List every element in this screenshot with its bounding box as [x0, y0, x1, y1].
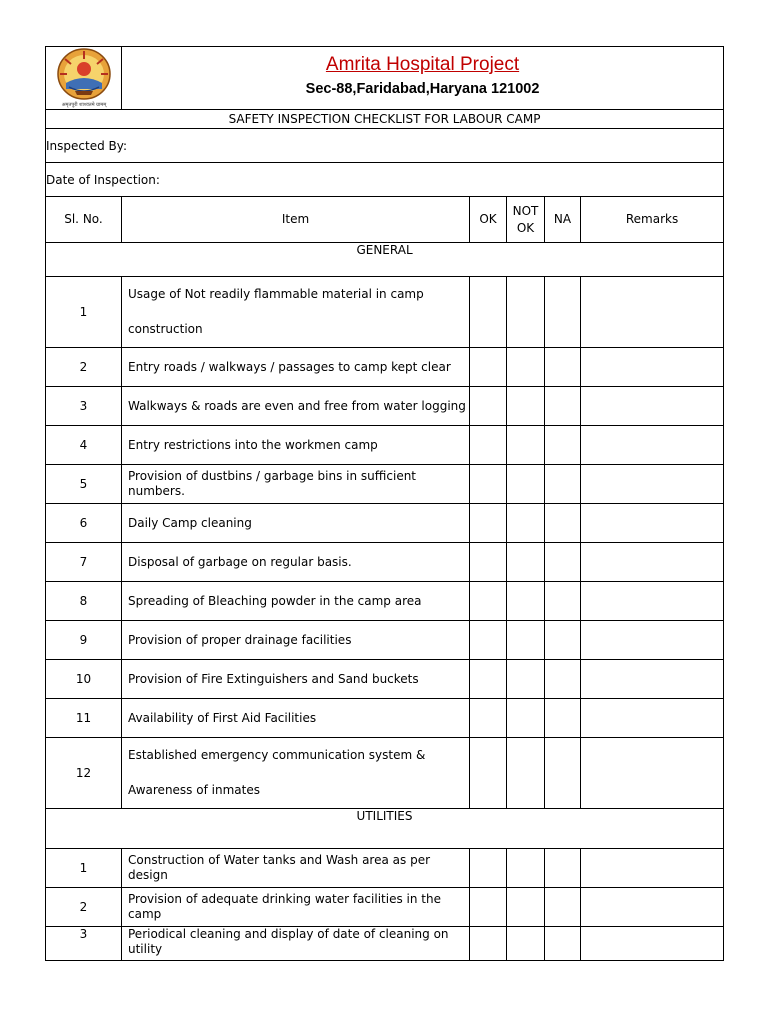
- ok-checkbox[interactable]: [470, 927, 507, 961]
- column-header-na: NA: [545, 197, 581, 243]
- na-checkbox[interactable]: [545, 348, 581, 387]
- na-checkbox[interactable]: [545, 927, 581, 961]
- item-cell: Daily Camp cleaning: [122, 504, 470, 543]
- item-cell: Disposal of garbage on regular basis.: [122, 543, 470, 582]
- table-row: [46, 387, 724, 426]
- not-ok-checkbox[interactable]: [507, 348, 545, 387]
- na-checkbox[interactable]: [545, 387, 581, 426]
- table-row: [46, 426, 724, 465]
- column-header-not-ok: [507, 197, 545, 243]
- letterhead-row: [46, 47, 724, 110]
- column-header-row: [46, 197, 724, 243]
- not-ok-checkbox[interactable]: [507, 543, 545, 582]
- remarks-field[interactable]: [581, 621, 724, 660]
- not-ok-checkbox[interactable]: [507, 387, 545, 426]
- hospital-logo: [46, 47, 121, 109]
- item-cell: [122, 738, 470, 809]
- section-utilities-row: [46, 809, 724, 849]
- remarks-field[interactable]: [581, 888, 724, 927]
- item-cell: Periodical cleaning and display of date of cleaning on utility: [122, 927, 470, 961]
- item-text-line1: Established emergency communication system &: [128, 748, 426, 762]
- section-general-row: [46, 243, 724, 277]
- sl-no-cell: 1: [46, 277, 122, 348]
- item-cell: Entry roads / walkways / passages to camp kept clear: [122, 348, 470, 387]
- table-row: [46, 660, 724, 699]
- table-row: [46, 888, 724, 927]
- remarks-field[interactable]: [581, 426, 724, 465]
- table-row: [46, 621, 724, 660]
- na-checkbox[interactable]: [545, 699, 581, 738]
- remarks-field[interactable]: [581, 927, 724, 961]
- ok-checkbox[interactable]: [470, 465, 507, 504]
- sl-no-cell: 10: [46, 660, 122, 699]
- table-row: [46, 504, 724, 543]
- column-header-not-ok-line1: NOT: [512, 203, 539, 218]
- ok-checkbox[interactable]: [470, 888, 507, 927]
- ok-checkbox[interactable]: [470, 582, 507, 621]
- ok-checkbox[interactable]: [470, 426, 507, 465]
- na-checkbox[interactable]: [545, 504, 581, 543]
- sl-no-cell: 9: [46, 621, 122, 660]
- remarks-field[interactable]: [581, 738, 724, 809]
- remarks-field[interactable]: [581, 660, 724, 699]
- sl-no-cell: 12: [46, 738, 122, 809]
- project-address: Sec-88,Faridabad,Haryana 121002: [305, 81, 540, 97]
- item-text-line1: Usage of Not readily flammable material in camp: [128, 287, 424, 301]
- sl-no-cell: 11: [46, 699, 122, 738]
- logo-caption: अमृतपुरी शाश्वतमे ग्रामम्: [61, 102, 106, 108]
- sl-no-cell: 4: [46, 426, 122, 465]
- checklist-sheet: [45, 46, 723, 961]
- remarks-field[interactable]: [581, 504, 724, 543]
- ok-checkbox[interactable]: [470, 543, 507, 582]
- remarks-field[interactable]: [581, 465, 724, 504]
- remarks-field[interactable]: [581, 849, 724, 888]
- table-row: [46, 849, 724, 888]
- table-row: [46, 277, 724, 348]
- column-header-sl-no: Sl. No.: [46, 197, 122, 243]
- not-ok-checkbox[interactable]: [507, 426, 545, 465]
- table-row: [46, 543, 724, 582]
- remarks-field[interactable]: [581, 699, 724, 738]
- inspected-by-row: [46, 129, 724, 163]
- item-text-line2: construction: [128, 322, 203, 336]
- na-checkbox[interactable]: [545, 738, 581, 809]
- table-row: [46, 927, 724, 961]
- remarks-field[interactable]: [581, 277, 724, 348]
- item-cell: Construction of Water tanks and Wash area as per design: [122, 849, 470, 888]
- remarks-field[interactable]: [581, 582, 724, 621]
- table-row: [46, 348, 724, 387]
- ok-checkbox[interactable]: [470, 277, 507, 348]
- ok-checkbox[interactable]: [470, 660, 507, 699]
- not-ok-checkbox[interactable]: [507, 277, 545, 348]
- na-checkbox[interactable]: [545, 660, 581, 699]
- not-ok-checkbox[interactable]: [507, 699, 545, 738]
- remarks-field[interactable]: [581, 348, 724, 387]
- table-row: [46, 738, 724, 809]
- item-cell: Entry restrictions into the workmen camp: [122, 426, 470, 465]
- sl-no-cell: 8: [46, 582, 122, 621]
- column-header-ok: OK: [470, 197, 507, 243]
- column-header-remarks: Remarks: [581, 197, 724, 243]
- item-cell: [122, 277, 470, 348]
- not-ok-checkbox[interactable]: [507, 465, 545, 504]
- na-checkbox[interactable]: [545, 621, 581, 660]
- ok-checkbox[interactable]: [470, 849, 507, 888]
- sl-no-cell: 3: [46, 387, 122, 426]
- ok-checkbox[interactable]: [470, 504, 507, 543]
- sl-no-cell: 7: [46, 543, 122, 582]
- table-row: [46, 465, 724, 504]
- na-checkbox[interactable]: [545, 543, 581, 582]
- column-header-item: Item: [122, 197, 470, 243]
- not-ok-checkbox[interactable]: [507, 738, 545, 809]
- section-title-utilities: UTILITIES: [46, 809, 724, 849]
- inspected-by-field[interactable]: Inspected By:: [46, 129, 724, 163]
- item-cell: Provision of Fire Extinguishers and Sand buckets: [122, 660, 470, 699]
- remarks-field[interactable]: [581, 387, 724, 426]
- item-cell: Availability of First Aid Facilities: [122, 699, 470, 738]
- section-title-general: GENERAL: [46, 243, 724, 277]
- na-checkbox[interactable]: [545, 582, 581, 621]
- item-cell: Provision of dustbins / garbage bins in sufficient numbers.: [122, 465, 470, 504]
- item-cell: Provision of proper drainage facilities: [122, 621, 470, 660]
- not-ok-checkbox[interactable]: [507, 660, 545, 699]
- sl-no-cell: 5: [46, 465, 122, 504]
- not-ok-checkbox[interactable]: [507, 927, 545, 961]
- project-title: Amrita Hospital Project: [325, 54, 520, 75]
- ok-checkbox[interactable]: [470, 387, 507, 426]
- table-row: [46, 582, 724, 621]
- column-header-not-ok-line2: OK: [516, 220, 535, 235]
- remarks-field[interactable]: [581, 543, 724, 582]
- not-ok-checkbox[interactable]: [507, 621, 545, 660]
- sl-no-cell: 3: [46, 927, 122, 961]
- na-checkbox[interactable]: [545, 426, 581, 465]
- na-checkbox[interactable]: [545, 465, 581, 504]
- logo-cell: [46, 47, 122, 110]
- item-cell: Walkways & roads are even and free from water logging: [122, 387, 470, 426]
- form-title-row: [46, 110, 724, 129]
- na-checkbox[interactable]: [545, 277, 581, 348]
- na-checkbox[interactable]: [545, 888, 581, 927]
- ok-checkbox[interactable]: [470, 348, 507, 387]
- table-row: [46, 699, 724, 738]
- checklist-table: [45, 46, 724, 961]
- date-of-inspection-field[interactable]: Date of Inspection:: [46, 163, 724, 197]
- not-ok-checkbox[interactable]: [507, 849, 545, 888]
- sl-no-cell: 6: [46, 504, 122, 543]
- sl-no-cell: 1: [46, 849, 122, 888]
- form-title: SAFETY INSPECTION CHECKLIST FOR LABOUR CAMP: [46, 110, 724, 129]
- ok-checkbox[interactable]: [470, 738, 507, 809]
- ok-checkbox[interactable]: [470, 699, 507, 738]
- not-ok-checkbox[interactable]: [507, 888, 545, 927]
- sl-no-cell: 2: [46, 348, 122, 387]
- item-cell: Spreading of Bleaching powder in the camp area: [122, 582, 470, 621]
- date-row: [46, 163, 724, 197]
- ok-checkbox[interactable]: [470, 621, 507, 660]
- not-ok-checkbox[interactable]: [507, 504, 545, 543]
- item-cell: Provision of adequate drinking water facilities in the camp: [122, 888, 470, 927]
- na-checkbox[interactable]: [545, 849, 581, 888]
- sl-no-cell: 2: [46, 888, 122, 927]
- item-text-line2: Awareness of inmates: [128, 783, 260, 797]
- not-ok-checkbox[interactable]: [507, 582, 545, 621]
- letterhead-title-cell: [122, 47, 724, 110]
